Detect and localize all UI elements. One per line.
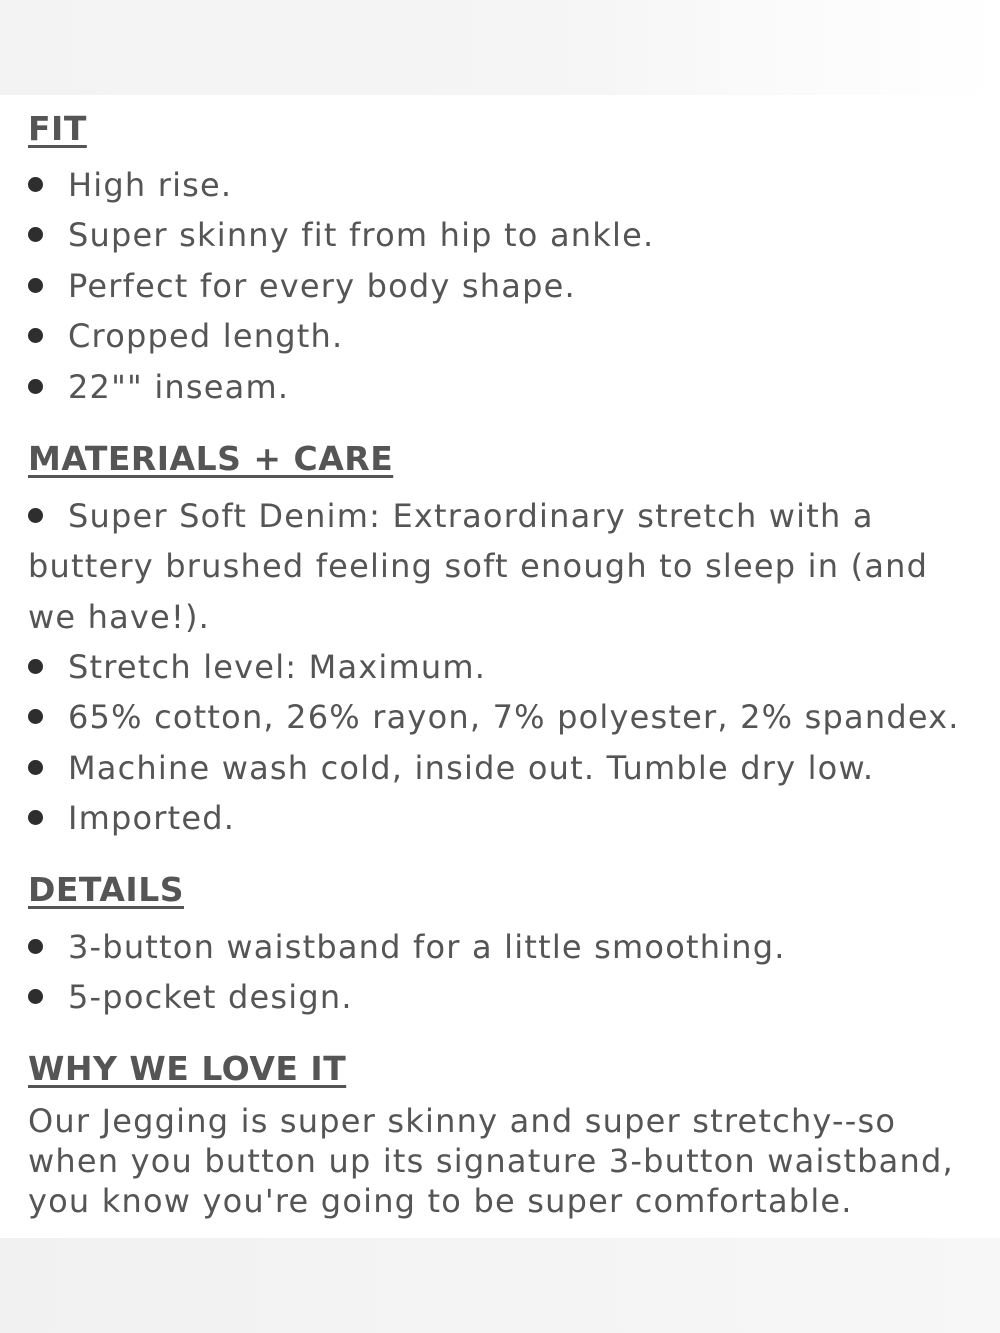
bullet-dot-icon [28, 810, 43, 825]
bullet-dot-icon [28, 278, 43, 293]
list-item: 3-button waistband for a little smoothing. [28, 922, 978, 972]
list-item: 22"" inseam. [28, 362, 978, 412]
list-item: Cropped length. [28, 311, 978, 361]
bullet-dot-icon [28, 989, 43, 1004]
details-heading: DETAILS [28, 870, 184, 909]
bullet-dot-icon [28, 379, 43, 394]
bullet-dot-icon [28, 939, 43, 954]
why-we-love-it-body: Our Jegging is super skinny and super stretchy--so when you button up its signature 3-button waistband, you know you're going to be super comfortable. [28, 1102, 954, 1220]
why-we-love-it-heading: WHY WE LOVE IT [28, 1049, 347, 1088]
list-item: Super skinny fit from hip to ankle. [28, 210, 978, 260]
materials-care-heading: MATERIALS + CARE [28, 439, 394, 478]
bullet-dot-icon [28, 328, 43, 343]
materials-first-item: Super Soft Denim: Extraordinary stretch with a buttery brushed feeling soft enough to sleep in (and we have!). [28, 497, 929, 636]
list-item: Perfect for every body shape. [28, 261, 978, 311]
list-item: 65% cotton, 26% rayon, 7% polyester, 2% spandex. [28, 692, 978, 742]
list-item: High rise. [28, 160, 978, 210]
materials-list [28, 642, 978, 844]
list-item: Stretch level: Maximum. [28, 642, 978, 692]
details-list [28, 922, 978, 1023]
bullet-dot-icon [28, 760, 43, 775]
fit-heading: FIT [28, 109, 87, 148]
list-item: Machine wash cold, inside out. Tumble dry low. [28, 743, 978, 793]
bullet-dot-icon [28, 508, 43, 523]
bullet-dot-icon [28, 177, 43, 192]
bullet-dot-icon [28, 659, 43, 674]
bottom-background-band [0, 1238, 1000, 1333]
bullet-dot-icon [28, 709, 43, 724]
bullet-dot-icon [28, 227, 43, 242]
fit-list [28, 160, 978, 412]
top-background-band [0, 0, 1000, 95]
list-item: 5-pocket design. [28, 972, 978, 1022]
list-item: Imported. [28, 793, 978, 843]
